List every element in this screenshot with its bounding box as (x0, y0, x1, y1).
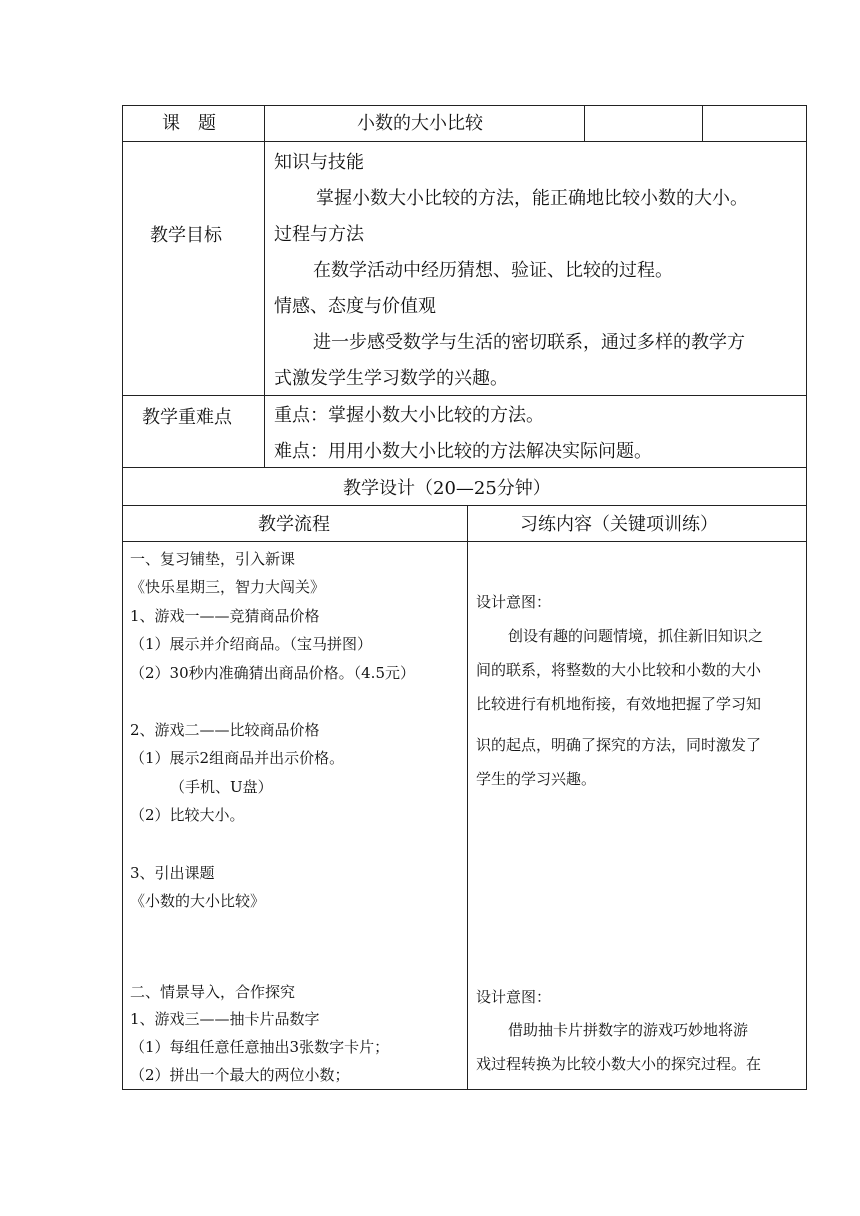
flow-line: （1）展示并介绍商品。（宝马拼图） (130, 635, 373, 653)
objectives-line: 在数学活动中经历猜想、验证、比较的过程。 (313, 260, 673, 281)
practice-line: 间的联系，将整数的大小比较和小数的大小 (476, 661, 762, 679)
table-border-right (806, 105, 807, 1090)
objectives-line: 过程与方法 (274, 224, 364, 245)
objectives-line: 知识与技能 (274, 152, 364, 173)
table-divider-design-columns (467, 505, 468, 1090)
table-border-top (122, 105, 807, 106)
table-divider-label-column (264, 105, 265, 468)
table-rule-objectives (122, 395, 807, 396)
practice-line: 借助抽卡片拼数字的游戏巧妙地将游 (508, 1021, 749, 1039)
keypoints-line: 难点：用用小数大小比较的方法解决实际问题。 (274, 441, 652, 462)
flow-line: （2）30秒内准确猜出商品价格。（4.5元） (130, 664, 415, 682)
practice-line: 创设有趣的问题情境，抓住新旧知识之 (508, 627, 764, 645)
topic-value: 小数的大小比较 (357, 113, 483, 134)
flow-line: （手机、U盘） (170, 778, 273, 796)
practice-line: 识的起点，明确了探究的方法，同时激发了 (476, 736, 762, 754)
flow-line: 1、游戏一——竞猜商品价格 (130, 607, 320, 625)
objectives-line: 情感、态度与价值观 (274, 296, 436, 317)
flow-line: 二、情景导入，合作探究 (130, 983, 296, 1001)
table-border-left (122, 105, 123, 1090)
keypoints-line: 重点：掌握小数大小比较的方法。 (274, 405, 544, 426)
flow-line: 2、游戏二——比较商品价格 (130, 721, 320, 739)
right-column-header: 习练内容（关键项训练） (520, 514, 718, 535)
flow-line: 《小数的大小比较》 (130, 892, 266, 910)
flow-line: 3、引出课题 (130, 864, 215, 882)
keypoints-label: 教学重难点 (142, 407, 232, 428)
table-rule-column-headers (122, 541, 807, 542)
flow-line: 1、游戏三——抽卡片品数字 (130, 1010, 320, 1028)
table-border-bottom (122, 1089, 807, 1090)
objectives-line: 式激发学生学习数学的兴趣。 (274, 368, 508, 389)
practice-line: 戏过程转换为比较小数大小的探究过程。在 (476, 1055, 762, 1073)
flow-line: （2）拼出一个最大的两位小数； (130, 1066, 350, 1084)
flow-line: 一、复习铺垫，引入新课 (130, 550, 296, 568)
practice-line: 设计意图： (476, 593, 552, 611)
table-rule-design-title (122, 505, 807, 506)
flow-line: 《快乐星期三，智力大闯关》 (130, 578, 326, 596)
practice-line: 学生的学习兴趣。 (476, 770, 597, 788)
left-column-header: 教学流程 (258, 514, 330, 535)
table-divider-header-1 (584, 105, 585, 142)
design-title: 教学设计（20—25分钟） (343, 478, 551, 499)
table-rule-header (122, 141, 807, 142)
objectives-label: 教学目标 (150, 225, 222, 246)
table-divider-header-2 (702, 105, 703, 142)
topic-label: 课 题 (162, 113, 216, 134)
table-rule-keypoints (122, 467, 807, 468)
flow-line: （1）展示2组商品并出示价格。 (130, 749, 345, 767)
flow-line: （2）比较大小。 (130, 806, 245, 824)
objectives-line: 掌握小数大小比较的方法，能正确地比较小数的大小。 (316, 188, 748, 209)
flow-line: （1）每组任意任意抽出3张数字卡片； (130, 1038, 390, 1056)
practice-line: 设计意图： (476, 988, 552, 1006)
objectives-line: 进一步感受数学与生活的密切联系，通过多样的教学方 (313, 332, 745, 353)
practice-line: 比较进行有机地衔接，有效地把握了学习知 (476, 695, 762, 713)
